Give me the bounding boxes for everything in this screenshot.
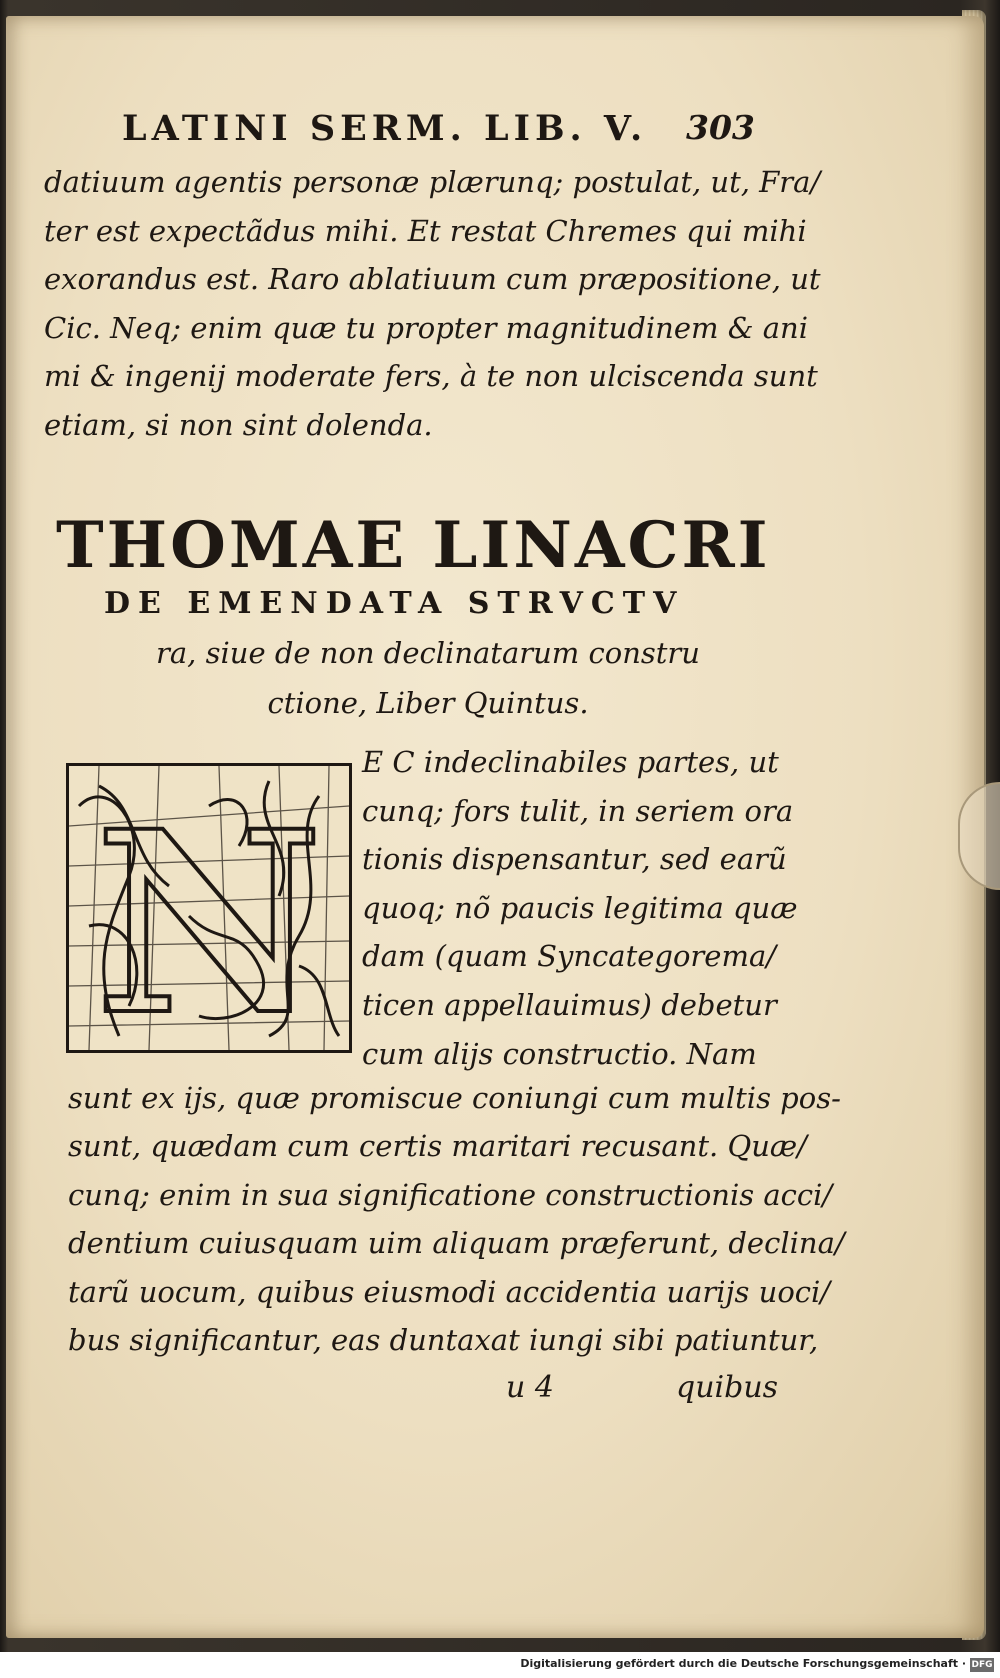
digitization-credit-bar xyxy=(0,1652,1000,1678)
page-number: 303 xyxy=(686,108,755,147)
initial-letter: N xyxy=(94,776,324,1050)
running-head: LATINI SERM. LIB. V. xyxy=(122,108,648,149)
text-line: dam (quam Syncategorema/ xyxy=(362,939,777,974)
text-line: cum alijs constructio. Nam xyxy=(362,1036,757,1071)
text-line: quoq; nõ paucis legitima quæ xyxy=(362,890,798,925)
book-subtitle-italic: ctione, Liber Quintus. xyxy=(267,686,589,720)
woodcut-initial-icon xyxy=(69,766,349,1050)
book-subtitle-italic: ra, siue de non declinatarum constru xyxy=(156,636,700,670)
text-line: Cic. Neq; enim quæ tu propter magnitudinem & ani xyxy=(44,310,808,345)
text-line: datiuum agentis personæ plærunq; postulat, ut, Fra/ xyxy=(44,165,821,199)
text-line: ter est expectãdus mihi. Et restat Chremes qui mihi xyxy=(44,213,807,248)
body-paragraph xyxy=(68,1074,845,1364)
text-line: mi & ingenij moderate fers, à te non ulciscenda sunt xyxy=(44,359,818,393)
first-paragraph-beside-initial xyxy=(362,738,798,1078)
text-line: dentium cuiusquam uim aliquam præferunt, declina/ xyxy=(68,1226,845,1261)
text-line: cunq; fors tulit, in seriem ora xyxy=(362,793,794,828)
signature-mark: u 4 xyxy=(506,1370,554,1405)
text-line: sunt, quædam cum certis maritari recusant. Quæ/ xyxy=(68,1129,807,1164)
credit-text: Digitalisierung gefördert durch die Deutsche Forschungsgemeinschaft · xyxy=(520,1657,966,1670)
book-title: THOMAE LINACRI xyxy=(56,508,771,583)
top-paragraph xyxy=(44,158,821,449)
text-line: bus significantur, eas duntaxat iungi sibi patiuntur, xyxy=(68,1323,819,1358)
dfg-logo-icon: DFG xyxy=(971,1660,993,1670)
text-line: tarũ uocum, quibus eiusmodi accidentia uarijs uoci/ xyxy=(68,1274,831,1309)
text-line: ticen appellauimus) debetur xyxy=(362,987,777,1022)
decorated-initial xyxy=(66,763,352,1053)
text-line: tionis dispensantur, sed earũ xyxy=(362,842,787,877)
text-line: sunt ex ijs, quæ promiscue coniungi cum multis pos- xyxy=(68,1081,841,1115)
book-subtitle: DE EMENDATA STRVCTV xyxy=(104,586,685,621)
catchword: quibus xyxy=(676,1370,779,1405)
text-line: etiam, si non sint dolenda. xyxy=(44,407,433,442)
text-line: E C indeclinabiles partes, ut xyxy=(362,745,779,779)
text-line: cunq; enim in sua significatione constructionis acci/ xyxy=(68,1177,833,1212)
text-line: exorandus est. Raro ablatiuum cum præpositione, ut xyxy=(44,262,821,296)
